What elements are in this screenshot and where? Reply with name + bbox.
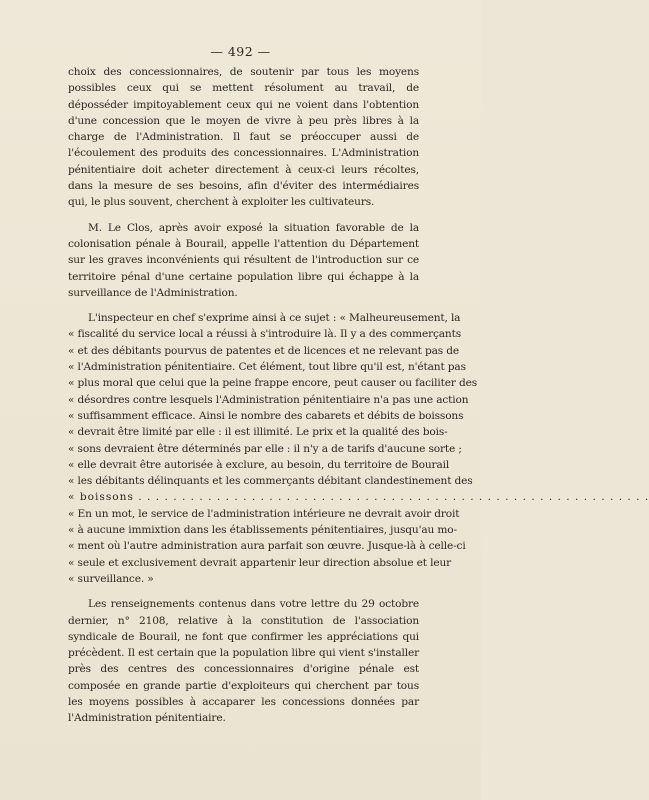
quote-line: « elle devrait être autorisée à exclure, au besoin, du territoire de Bourail <box>68 458 450 471</box>
quote-inspecteur <box>68 310 649 506</box>
quote-line: « désordres contre lesquels l'Administration pénitentiaire n'a pas une action <box>68 393 469 406</box>
quote-line: « surveillance. » <box>68 572 154 585</box>
quote-en-un-mot <box>68 506 466 587</box>
quote-line: « plus moral que celui que la peine frappe encore, peut causer ou faciliter des <box>68 377 478 390</box>
quote-line: L'inspecteur en chef s'exprime ainsi à ce sujet : « Malheureusement, la <box>88 312 461 325</box>
page-number: — 492 — <box>210 44 271 59</box>
paragraph-renseignements: Les renseignements contenus dans votre lettre du 29 octobre dernier, n° 2108, relative à la constitution de l'association syndicale de Bourail, ne font que confirmer les appréciations qui précèdent. Il est certain que la population libre qui vient s'installer près des centres des concessionnaires d'origine pénale est composée en grande partie d'exploiteurs qui cherchent par tous les moyens possibles à accaparer les concessions données par l'Administration pénitentiaire. <box>68 598 419 725</box>
quote-line: « fiscalité du service local a réussi à s'introduire là. Il y a des commerçants <box>68 328 461 341</box>
quote-line: « seule et exclusivement devrait appartenir leur direction absolue et leur <box>68 556 452 569</box>
paragraph-le-clos: M. Le Clos, après avoir exposé la situation favorable de la colonisation pénale à Bourail, appelle l'attention du Département sur les graves inconvénients qui résultent de l'introduction sur ce territoire pénal d'une certaine population libre qui échappe à la surveillance de l'Administration. <box>68 221 419 299</box>
page-body <box>68 64 649 727</box>
quote-line: « ment où l'autre administration aura parfait son œuvre. Jusque-là à celle-ci <box>68 540 466 553</box>
quote-line: « En un mot, le service de l'administration intérieure ne devrait avoir droit <box>68 507 460 520</box>
quote-line: « devrait être limité par elle : il est illimité. Le prix et la qualité des bois- <box>68 426 448 439</box>
paragraph-concessionnaires: choix des concessionnaires, de soutenir par tous les moyens possibles ceux qui se mettent résolument au travail, de déposséder impitoyablement ceux qui ne voient dans l'obtention d'une concession que le moyen de vivre à peu près libres à la charge de l'Administration. Il faut se préoccuper aussi de l'écoulement des produits des concessionnaires. L'Administration pénitentiaire doit acheter directement à ceux-ci leurs récoltes, dans la mesure de ses besoins, afin d'éviter des intermédiaires qui, le plus souvent, cherchent à exploiter les cultivateurs. <box>68 66 419 209</box>
quote-line: « l'Administration pénitentiaire. Cet élément, tout libre qu'il est, n'étant pas <box>68 361 466 374</box>
quote-line: « à aucune immixtion dans les établissements pénitentiaires, jusqu'au mo- <box>68 524 457 537</box>
quote-line-boissons: « boissons . . . . . . . . . . . . . . . . . . . . . . . . . . . . . . . . . . . . . . . . . . . . . . . . . . . . . . . . . . . <box>68 491 649 504</box>
quote-line: « les débitants délinquants et les commerçants débitant clandestinement des <box>68 475 473 488</box>
quote-line: « suffisamment efficace. Ainsi le nombre des cabarets et débits de boissons <box>68 409 464 422</box>
quote-line: « et des débitants pourvus de patentes et de licences et ne relevant pas de <box>68 344 460 357</box>
quote-line: « sons devraient être déterminés par elle : il n'y a de tarifs d'aucune sorte ; <box>68 442 462 455</box>
